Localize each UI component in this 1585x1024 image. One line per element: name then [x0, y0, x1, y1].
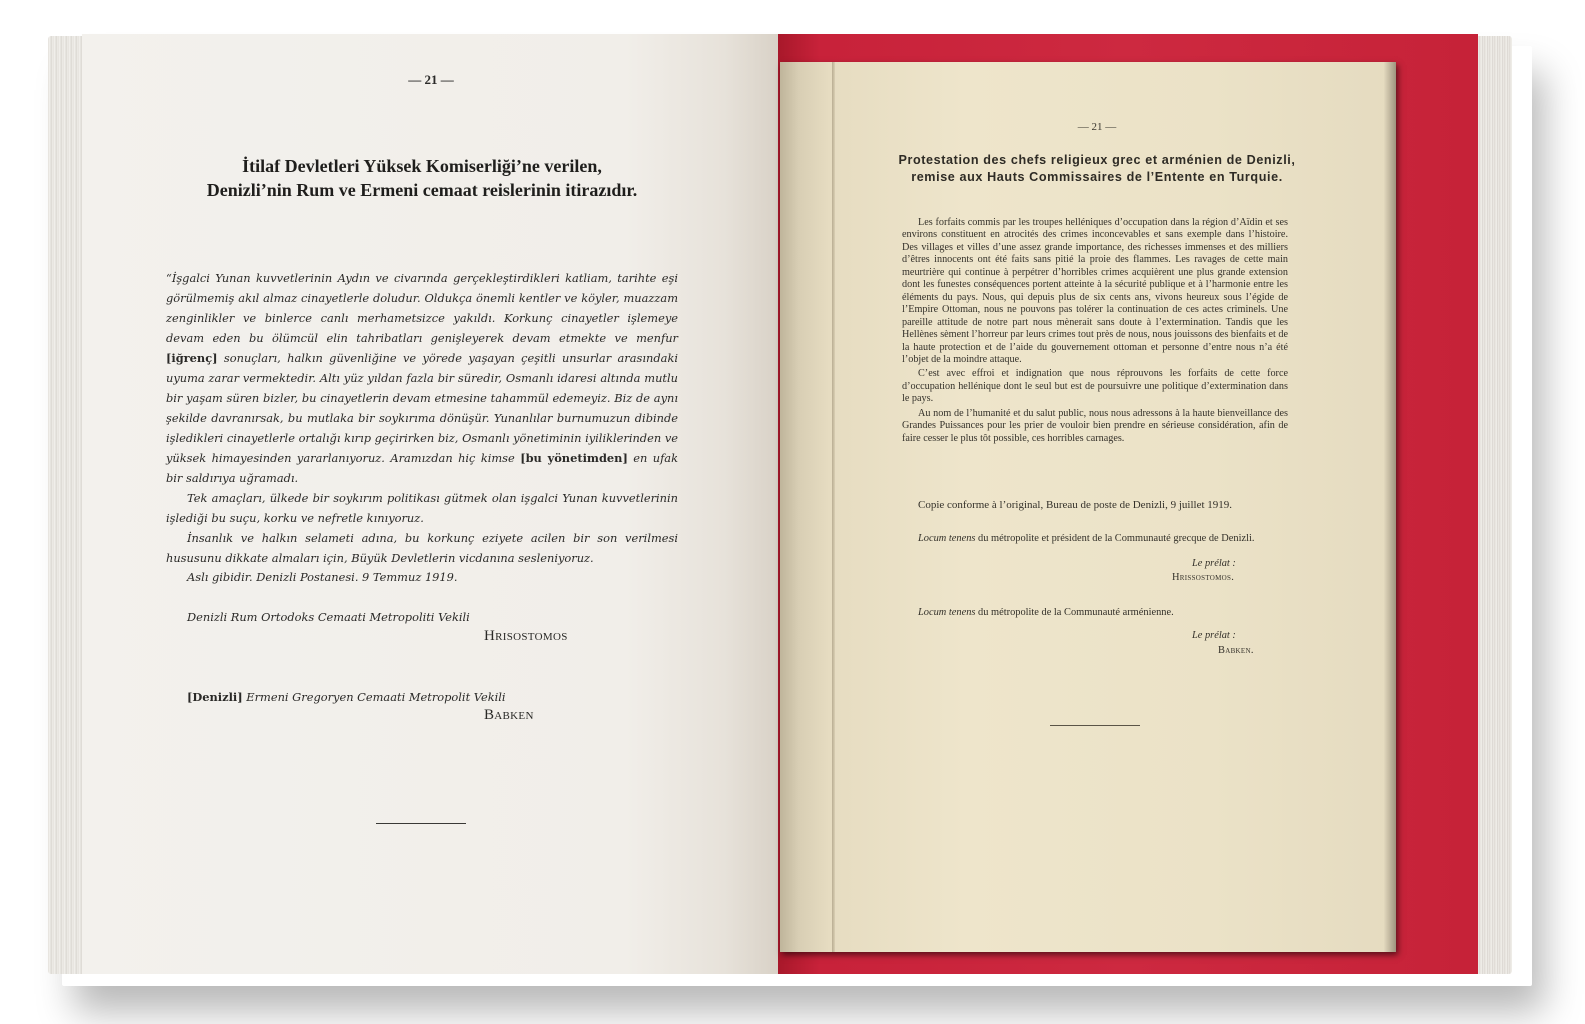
scan-signatory-2-role: Locum tenens du métropolite de la Communauté arménienne. [918, 607, 1174, 618]
scan-title: Protestation des chefs religieux grec et arménien de Denizli, remise aux Hauts Commissaires de l’Entente en Turquie. [898, 153, 1296, 184]
scan-signatory-2-prelat: Le prélat : [1192, 630, 1236, 641]
right-page-edges [1478, 36, 1512, 974]
bracket-insert: [iğrenç] [166, 351, 218, 365]
scan-signatory-1-role: Locum tenens du métropolite et président de la Communauté grecque de Denizli. [918, 533, 1255, 544]
paragraph-1: “İşgalci Yunan kuvvetlerinin Aydın ve civarında gerçekleştirdikleri katliam, tarihte eşi görülmemiş akıl almaz cinayetlerle doludur. Oldukça önemli kentler ve köyler, muazzam zenginlikler ve binlerce canlı merhametsizce yakıldı. Korkunç cinayetler işlemeye devam eden bu ölümcül elin tahribatları genişleyerek devam etmekte ve menfur [iğrenç] sonuçları, halkın güvenliğine ve yörede yaşayan çeşitli unsurlar arasındaki uyuma zarar vermektedir. Altı yüz yıldan fazla bir süredir, Osmanlı idaresi altında mutlu bir yaşam süren bizler, bu cinayetlerin devam etmesine tahammül edemeyiz. Biz de aynı şekilde davranırsak, bu mutlaka bir soykırıma dönüşür. Yunanlılar burnumuzun dibinde işledikleri cinayetlerle ortalığı kırıp geçirirken biz, Osmanlı yönetiminin iyiliklerinden ve yüksek himayesinden yararlanıyoruz. Aramızdan hiç kimse [bu yönetimden] en ufak bir saldırıya uğramadı. [166, 271, 678, 485]
scan-paragraph-2: C’est avec effroi et indignation que nous réprouvons les forfaits de cette force d’occupation hellénique dont le seul but est de poursuivre une politique d’extermination dans le pays. [902, 368, 1288, 405]
scan-fold [832, 62, 835, 952]
body-text [166, 268, 678, 568]
end-rule [376, 823, 466, 824]
left-page-edges [48, 36, 84, 974]
copy-certification: Aslı gibidir. Denizli Postanesi. 9 Temmuz 1919. [187, 570, 458, 584]
signatory-1-role: Denizli Rum Ortodoks Cemaati Metropoliti Vekili [187, 610, 470, 624]
scan-signatory-1-name: Hrissostomos. [1172, 572, 1235, 583]
left-page [82, 34, 780, 974]
scan-end-rule [1050, 725, 1140, 726]
signatory-2-role: [Denizli] Ermeni Gregoryen Cemaati Metropolit Vekili [187, 690, 506, 704]
scan-paragraph-1: Les forfaits commis par les troupes helléniques d’occupation dans la région d’Aïdin et ses environs constituent en atrocités des crimes inconcevables et sans exemple dans l’histoire. Des villages et villes d’une assez grande importance, des richesses immenses et des milliers d’êtres innocents ont été faits sans pitié la proie des flammes. Les ravages de cette main meurtrière qui continue à perpétrer d’horribles crimes acquièrent une plus grande extension dont les funestes conséquences portent atteinte à la sécurité publique et à l’harmonie entre les éléments du pays. Nous, qui depuis plus de six cents ans, vivons heureux sous l’égide de l’Empire Ottoman, nous ne pouvons pas tolérer la continuation de ces actes criminels. Une pareille attitude de notre part nous mènerait sans doute à l’extermination. Tandis que les Hellènes sèment l’horreur par leurs crimes tout près de nous, nous jouissons des bienfaits et de la haute protection et de l’aide du gouvernement ottoman et personne d’entre nous n’a été l’objet de la moindre attaque. [902, 217, 1288, 365]
bracket-insert: [Denizli] [187, 690, 243, 704]
page-title: İtilaf Devletleri Yüksek Komiserliği’ne verilen, Denizli’nin Rum ve Ermeni cemaat reislerinin itirazıdır. [206, 156, 638, 200]
scan-edge [1384, 62, 1396, 952]
scan-copy-certification: Copie conforme à l’original, Bureau de poste de Denizli, 9 juillet 1919. [918, 499, 1233, 511]
signatory-2-name: Babken [484, 707, 534, 723]
scan-paragraph-3: Au nom de l’humanité et du salut public, nous nous adressons à la haute bienveillance des Grandes Puissances pour les prier de vouloir bien prendre en sérieuse considération, afin de faire cesser le plus tôt possible, ces horribles carnages. [902, 407, 1288, 444]
bracket-insert: [bu yönetimden] [520, 451, 628, 465]
scan-body-text [902, 217, 1288, 445]
paragraph-3: İnsanlık ve halkın selameti adına, bu korkunç eziyete acilen bir son verilmesi hususunu dikkate almaları için, Büyük Devletlerin vicdanına sesleniyoruz. [166, 531, 678, 565]
page-number: — 21 — [408, 72, 454, 87]
paragraph-2: Tek amaçları, ülkede bir soykırım politikası gütmek olan işgalci Yunan kuvvetlerinin işlediği bu suçu, korku ve nefretle kınıyoruz. [166, 491, 678, 525]
scan-signatory-1-prelat: Le prélat : [1192, 558, 1236, 569]
scan-page-number: — 21 — [1077, 121, 1117, 133]
scan-signatory-2-name: Babken. [1218, 645, 1254, 656]
signatory-1-name: Hrisostomos [484, 628, 568, 644]
